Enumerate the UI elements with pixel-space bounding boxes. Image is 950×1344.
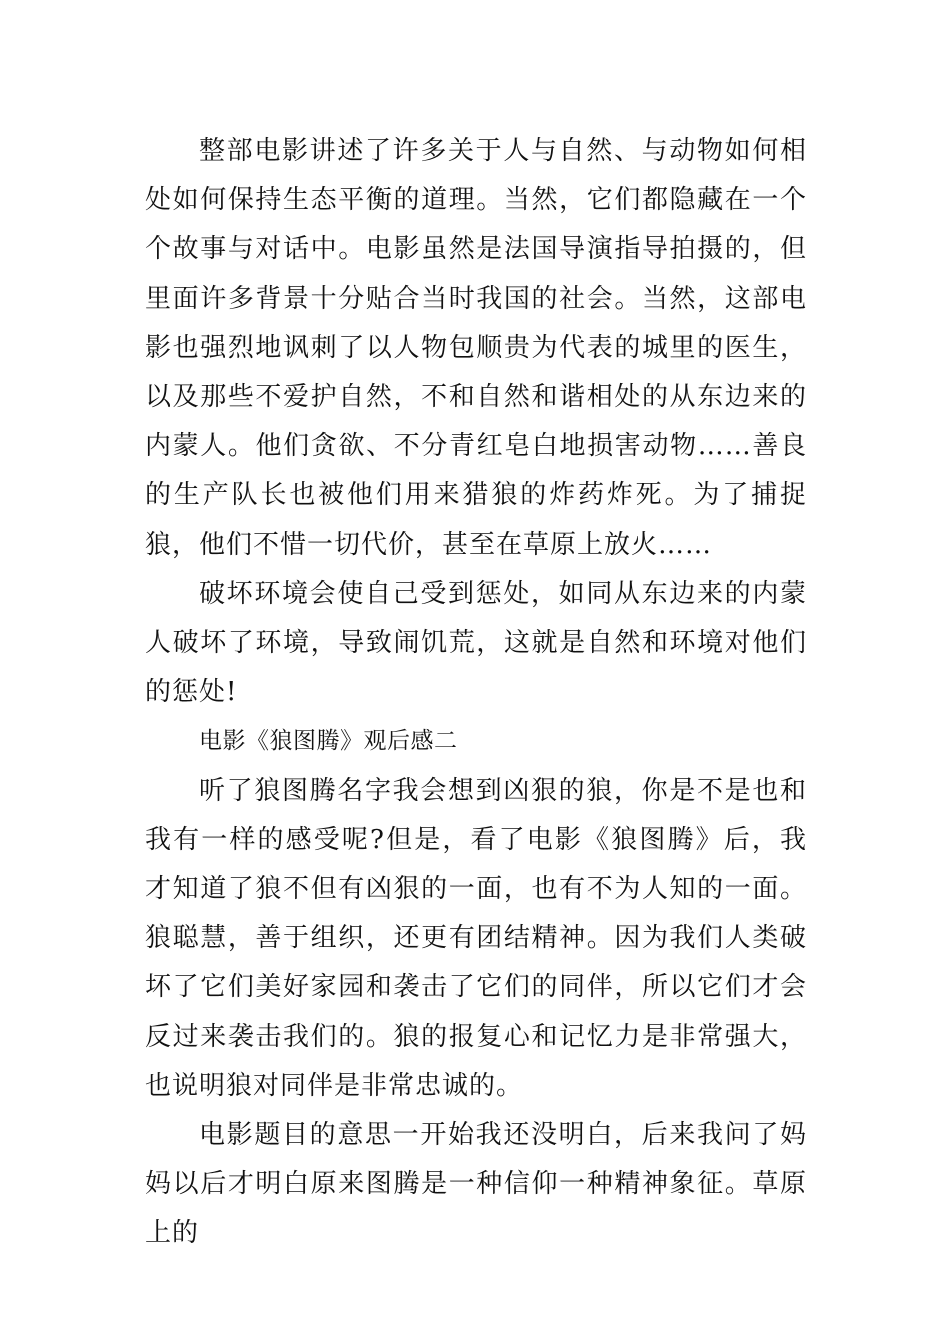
- document-body: [145, 127, 807, 1259]
- section-title: 电影《狼图腾》观后感二: [199, 728, 458, 755]
- paragraph-3: 听了狼图腾名字我会想到凶狠的狼，你是不是也和我有一样的感受呢?但是，看了电影《狼图腾》后，我才知道了狼不但有凶狠的一面，也有不为人知的一面。狼聪慧，善于组织，还更有团结精神。因为我们人类破坏了它们美好家园和袭击了它们的同伴，所以它们才会反过来袭击我们的。狼的报复心和记忆力是非常强大，也说明狼对同伴是非常忠诚的。: [145, 775, 807, 1101]
- paragraph-4: 电影题目的意思一开始我还没明白，后来我问了妈妈以后才明白原来图腾是一种信仰一种精神象征。草原上的: [145, 1120, 807, 1249]
- paragraph-1: 整部电影讲述了许多关于人与自然、与动物如何相处如何保持生态平衡的道理。当然，它们都隐藏在一个个故事与对话中。电影虽然是法国导演指导拍摄的，但里面许多背景十分贴合当时我国的社会。当然，这部电影也强烈地讽刺了以人物包顺贵为代表的城里的医生，以及那些不爱护自然，不和自然和谐相处的从东边来的内蒙人。他们贪欲、不分青红皂白地损害动物……善良的生产队长也被他们用来猎狼的炸药炸死。为了捕捉狼，他们不惜一切代价，甚至在草原上放火……: [145, 136, 807, 560]
- paragraph-2: 破坏环境会使自己受到惩处，如同从东边来的内蒙人破坏了环境，导致闹饥荒，这就是自然和环境对他们的惩处!: [145, 578, 807, 708]
